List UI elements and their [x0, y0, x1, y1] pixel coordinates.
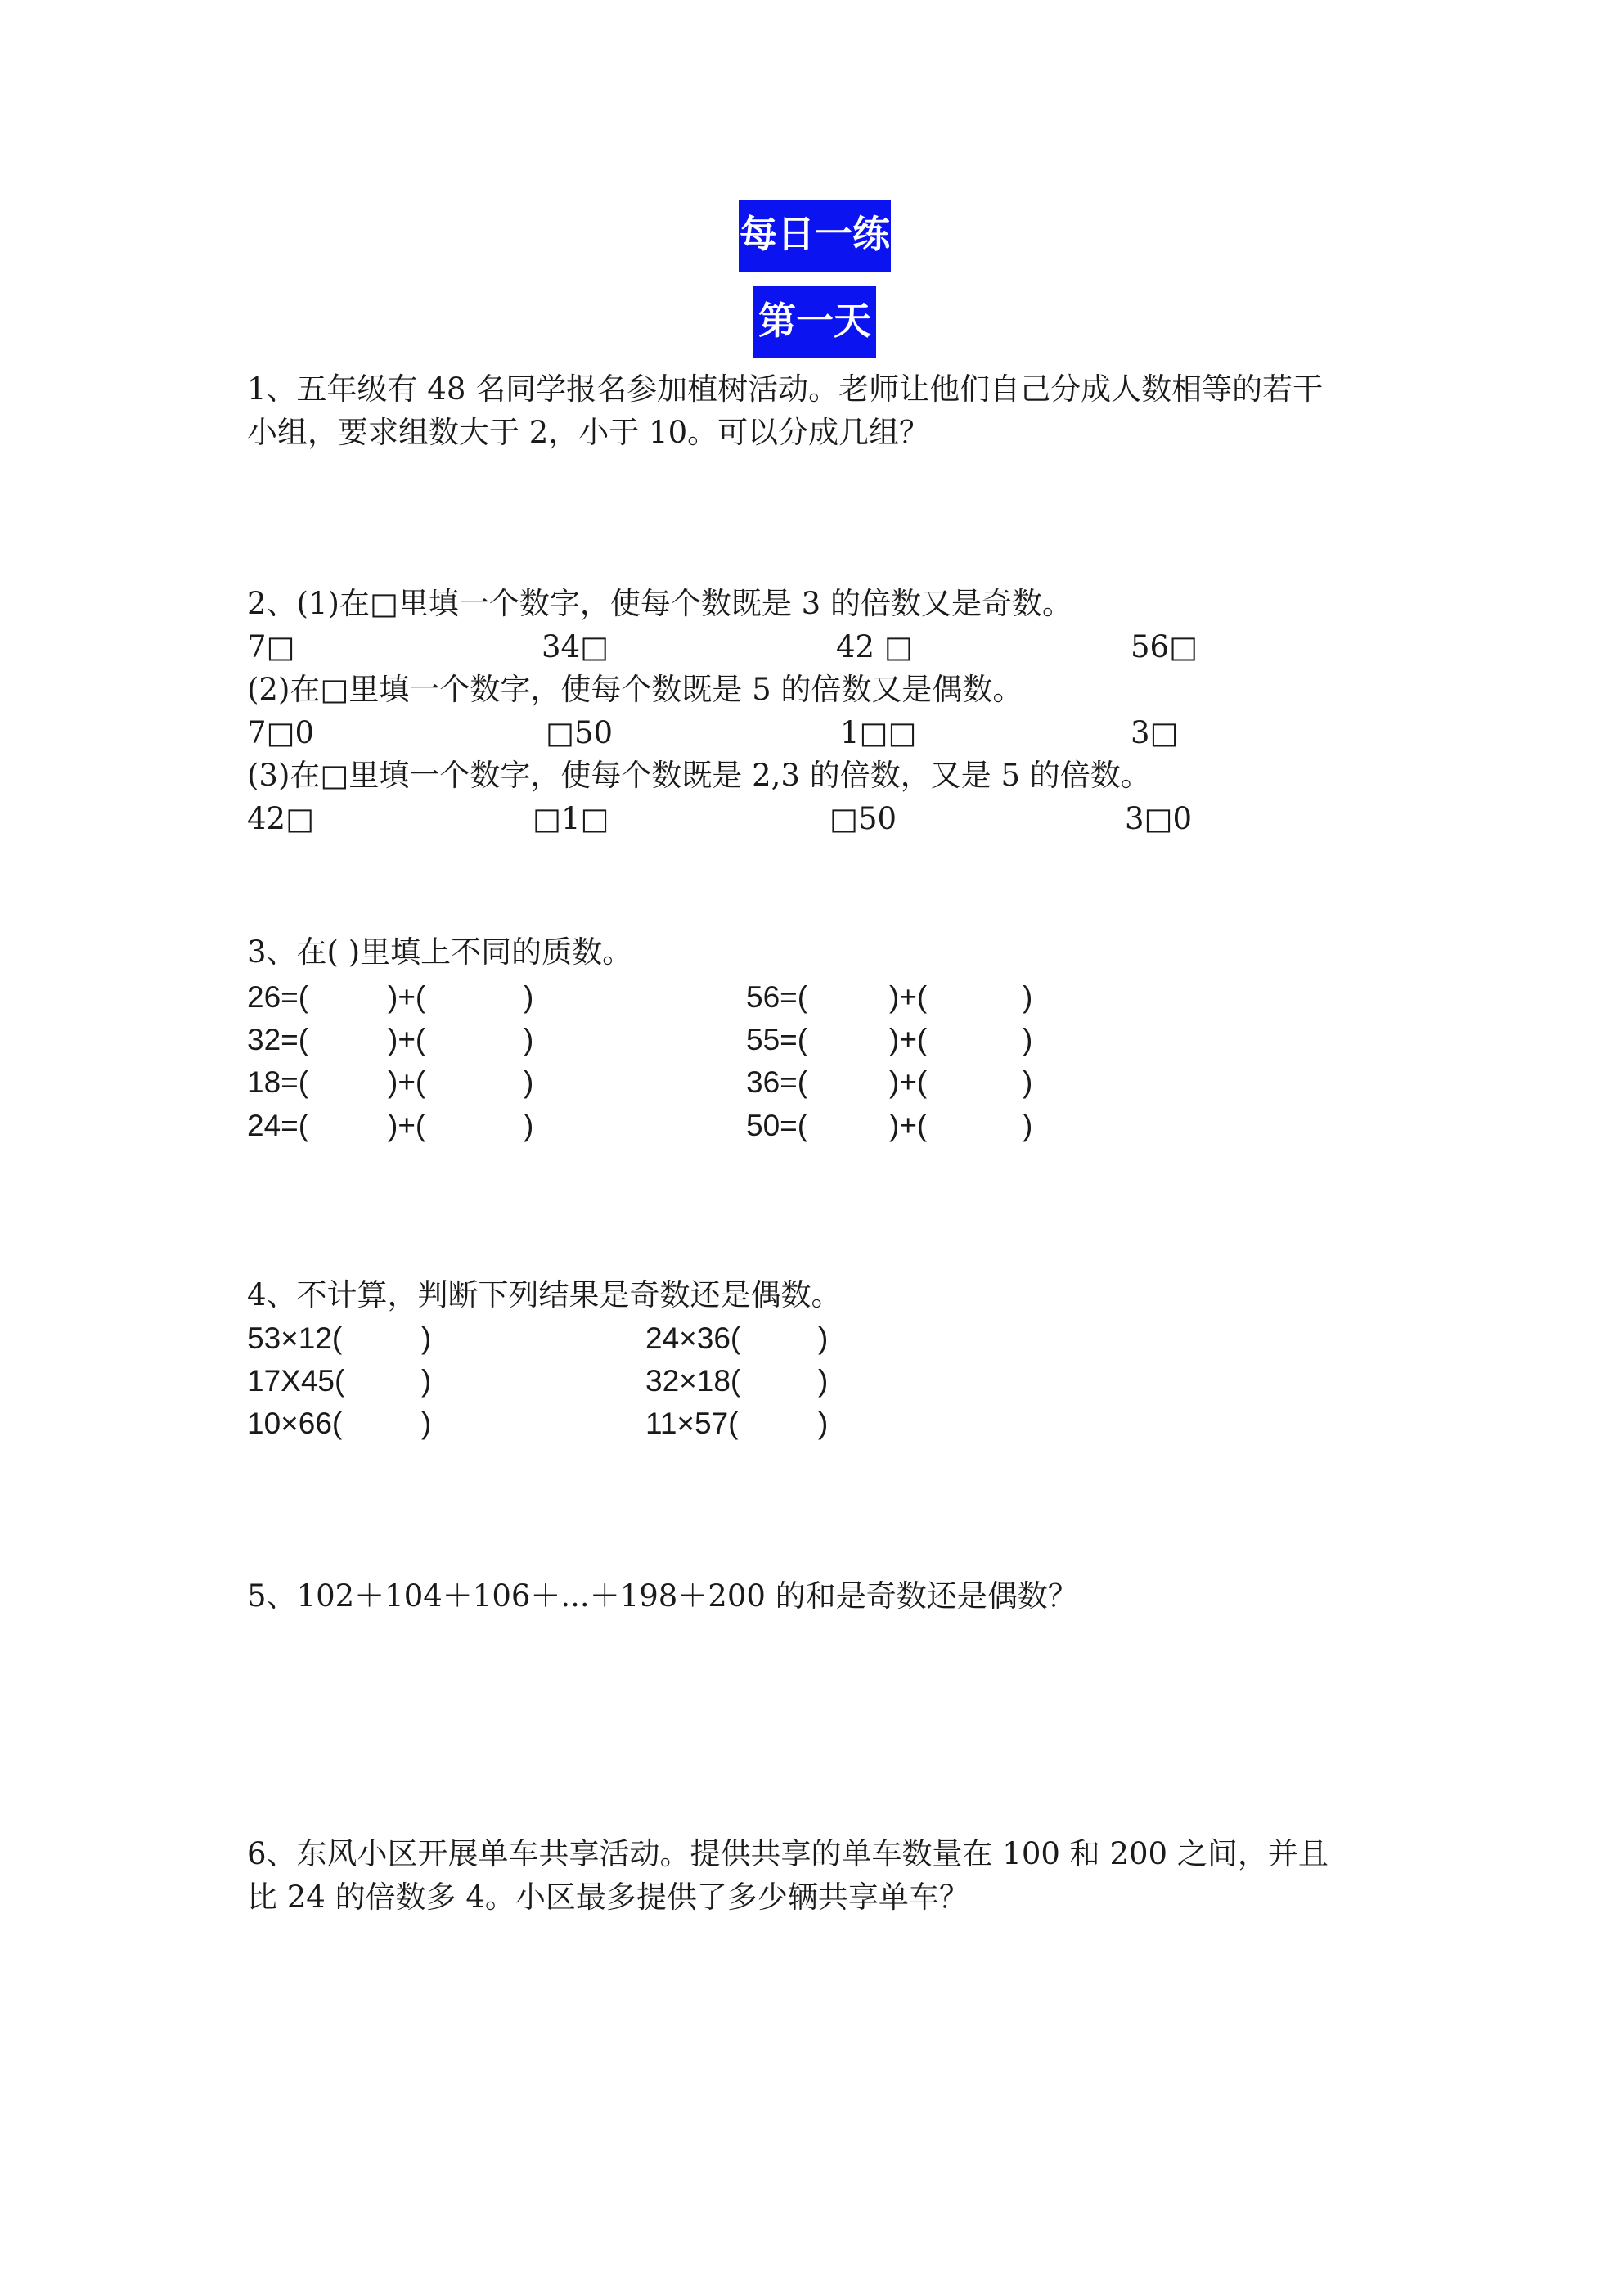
q3-close-paren: ): [1023, 1065, 1033, 1099]
q2-part2-item: 1□□: [840, 715, 917, 750]
q4-product-expression: 10×66(: [247, 1407, 343, 1440]
q2-part3-item: 42□: [247, 801, 315, 836]
q3-close-paren: ): [1023, 1023, 1033, 1056]
q3-close-paren: ): [524, 980, 534, 1014]
question-5-line-1: 5、102＋104＋106＋...＋198＋200 的和是奇数还是偶数？: [247, 1578, 1078, 1614]
q3-close-paren: ): [524, 1023, 534, 1056]
q2-part3-item: □50: [829, 801, 897, 836]
q3-plus-separator: )+(: [388, 1023, 426, 1056]
q2-part1-item: 56□: [1131, 629, 1198, 664]
q3-expression-start: 26=(: [247, 980, 309, 1014]
question-1-line-1: 1、五年级有 48 名同学报名参加植树活动。老师让他们自己分成人数相等的若干: [247, 371, 1324, 407]
q4-close-paren: ): [818, 1364, 829, 1398]
question-2-part-1-title: 2、(1)在□里填一个数字，使每个数既是 3 的倍数又是奇数。: [247, 586, 1072, 621]
q3-plus-separator: )+(: [889, 1065, 928, 1099]
q3-plus-separator: )+(: [889, 980, 928, 1014]
q3-expression-start: 56=(: [746, 980, 808, 1014]
q3-plus-separator: )+(: [388, 1109, 426, 1142]
q2-part2-item: □50: [546, 715, 614, 750]
q2-part3-item: □1□: [533, 801, 609, 836]
q4-product-expression: 17X45(: [247, 1364, 345, 1398]
question-6-line-2: 比 24 的倍数多 4。小区最多提供了多少辆共享单车？: [247, 1880, 969, 1915]
q4-close-paren: ): [818, 1407, 829, 1440]
q4-close-paren: ): [421, 1364, 432, 1398]
q2-part3-item: 3□0: [1125, 801, 1193, 836]
q3-expression-start: 55=(: [746, 1023, 808, 1056]
page-subtitle: 第一天: [753, 286, 876, 358]
q2-part1-item: 34□: [542, 629, 609, 664]
q3-close-paren: ): [1023, 980, 1033, 1014]
question-3-title: 3、在( )里填上不同的质数。: [247, 934, 633, 970]
q3-close-paren: ): [524, 1109, 534, 1142]
q3-plus-separator: )+(: [388, 1065, 426, 1099]
question-1-line-2: 小组，要求组数大于 2，小于 10。可以分成几组？: [247, 415, 930, 450]
q4-close-paren: ): [818, 1321, 829, 1355]
question-4-title: 4、不计算，判断下列结果是奇数还是偶数。: [247, 1277, 842, 1312]
q3-plus-separator: )+(: [889, 1023, 928, 1056]
q4-product-expression: 11×57(: [645, 1407, 739, 1440]
q2-part2-item: 7□0: [247, 715, 315, 750]
q3-expression-start: 50=(: [746, 1109, 808, 1142]
question-2-part-3-title: (3)在□里填一个数字，使每个数既是 2,3 的倍数，又是 5 的倍数。: [247, 758, 1151, 793]
q3-expression-start: 32=(: [247, 1023, 309, 1056]
q4-close-paren: ): [421, 1407, 432, 1440]
q3-expression-start: 24=(: [247, 1109, 309, 1142]
q3-plus-separator: )+(: [388, 980, 426, 1014]
q3-expression-start: 18=(: [247, 1065, 309, 1099]
q4-product-expression: 32×18(: [645, 1364, 741, 1398]
q3-plus-separator: )+(: [889, 1109, 928, 1142]
q4-product-expression: 24×36(: [645, 1321, 741, 1355]
q3-close-paren: ): [524, 1065, 534, 1099]
q2-part1-item: 42 □: [836, 629, 913, 664]
q2-part1-item: 7□: [247, 629, 295, 664]
q4-close-paren: ): [421, 1321, 432, 1355]
page-title: 每日一练: [739, 200, 891, 272]
q4-product-expression: 53×12(: [247, 1321, 343, 1355]
q3-close-paren: ): [1023, 1109, 1033, 1142]
question-6-line-1: 6、东风小区开展单车共享活动。提供共享的单车数量在 100 和 200 之间，并且: [247, 1836, 1329, 1871]
q2-part2-item: 3□: [1131, 715, 1179, 750]
q3-expression-start: 36=(: [746, 1065, 808, 1099]
question-2-part-2-title: (2)在□里填一个数字，使每个数既是 5 的倍数又是偶数。: [247, 672, 1023, 707]
